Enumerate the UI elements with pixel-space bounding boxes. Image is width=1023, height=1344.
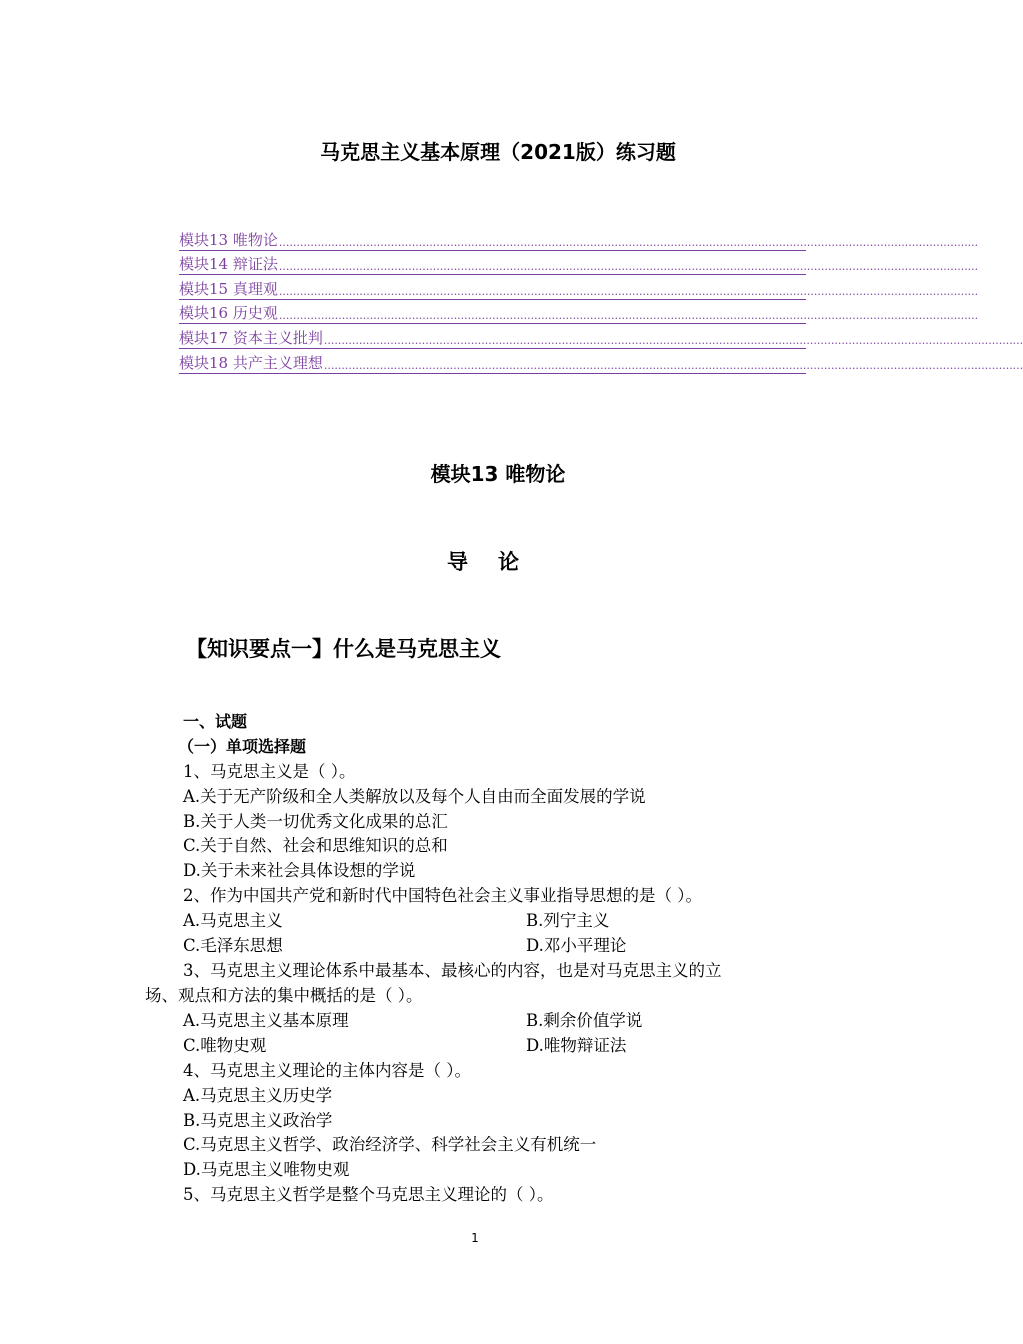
- question-option: B.马克思主义政治学: [183, 1111, 333, 1130]
- question-option: A.关于无产阶级和全人类解放以及每个人自由而全面发展的学说: [183, 787, 646, 806]
- question-option: B.关于人类一切优秀文化成果的总汇: [183, 812, 448, 831]
- question-stem: 1、马克思主义是（ ）。: [183, 762, 356, 781]
- document-title: 马克思主义基本原理（2021版）练习题: [320, 140, 676, 164]
- toc-label[interactable]: 模块13 唯物论: [179, 230, 278, 249]
- question-option: B.列宁主义: [526, 911, 610, 930]
- toc-leader: ........................................................................................................................................................................................................: [278, 235, 979, 249]
- question-stem: 4、马克思主义理论的主体内容是（ ）。: [183, 1061, 471, 1080]
- question-option: A.马克思主义基本原理: [183, 1011, 349, 1030]
- section-heading: 一、试题: [183, 712, 248, 731]
- toc-label[interactable]: 模块14 辩证法: [179, 255, 278, 274]
- question-option: C.唯物史观: [183, 1036, 267, 1055]
- question-option: C.毛泽东思想: [183, 936, 283, 955]
- question-option: A.马克思主义历史学: [183, 1086, 333, 1105]
- toc-link-module-16[interactable]: [179, 300, 979, 325]
- toc-label[interactable]: 模块16 历史观: [179, 304, 278, 323]
- question-option: A.马克思主义: [183, 911, 283, 930]
- question-stem: 3、马克思主义理论体系中最基本、最核心的内容，也是对马克思主义的立: [183, 961, 722, 980]
- toc-link-module-17[interactable]: [179, 324, 1023, 349]
- toc-link-module-15[interactable]: [179, 275, 979, 300]
- toc-label[interactable]: 模块17 资本主义批判: [179, 328, 323, 347]
- toc-link-module-13[interactable]: [179, 226, 979, 251]
- toc-link-module-14[interactable]: [179, 251, 979, 276]
- knowledge-point-heading: 【知识要点一】什么是马克思主义: [186, 637, 501, 661]
- page-number: 1: [471, 1231, 479, 1245]
- toc-leader: ........................................................................................................................................................................................................: [278, 284, 979, 298]
- question-option: B.剩余价值学说: [526, 1011, 643, 1030]
- module-title: 模块13 唯物论: [430, 462, 566, 486]
- question-stem: 2、作为中国共产党和新时代中国特色社会主义事业指导思想的是（ ）。: [183, 886, 702, 905]
- toc-label[interactable]: 模块15 真理观: [179, 279, 278, 298]
- toc-label[interactable]: 模块18 共产主义理想: [179, 353, 323, 372]
- toc-leader: ........................................................................................................................................................................................................: [323, 358, 1023, 372]
- question-stem: 5、马克思主义哲学是整个马克思主义理论的（ ）。: [183, 1185, 554, 1204]
- question-option: C.马克思主义哲学、政治经济学、科学社会主义有机统一: [183, 1135, 597, 1154]
- toc-leader: ........................................................................................................................................................................................................: [278, 260, 979, 274]
- question-option: D.唯物辩证法: [526, 1036, 627, 1055]
- question-option: D.邓小平理论: [526, 936, 627, 955]
- toc-leader: ........................................................................................................................................................................................................: [323, 333, 1023, 347]
- table-of-contents: [179, 226, 1023, 374]
- question-option: C.关于自然、社会和思维知识的总和: [183, 836, 448, 855]
- toc-leader: ........................................................................................................................................................................................................: [278, 309, 979, 323]
- toc-link-module-18[interactable]: [179, 349, 1023, 374]
- question-option: D.关于未来社会具体设想的学说: [183, 861, 416, 880]
- intro-heading: 导论: [447, 550, 549, 574]
- question-stem-continued: 场、观点和方法的集中概括的是（ ）。: [145, 986, 423, 1005]
- question-option: D.马克思主义唯物史观: [183, 1160, 350, 1179]
- subsection-heading: （一）单项选择题: [178, 737, 307, 756]
